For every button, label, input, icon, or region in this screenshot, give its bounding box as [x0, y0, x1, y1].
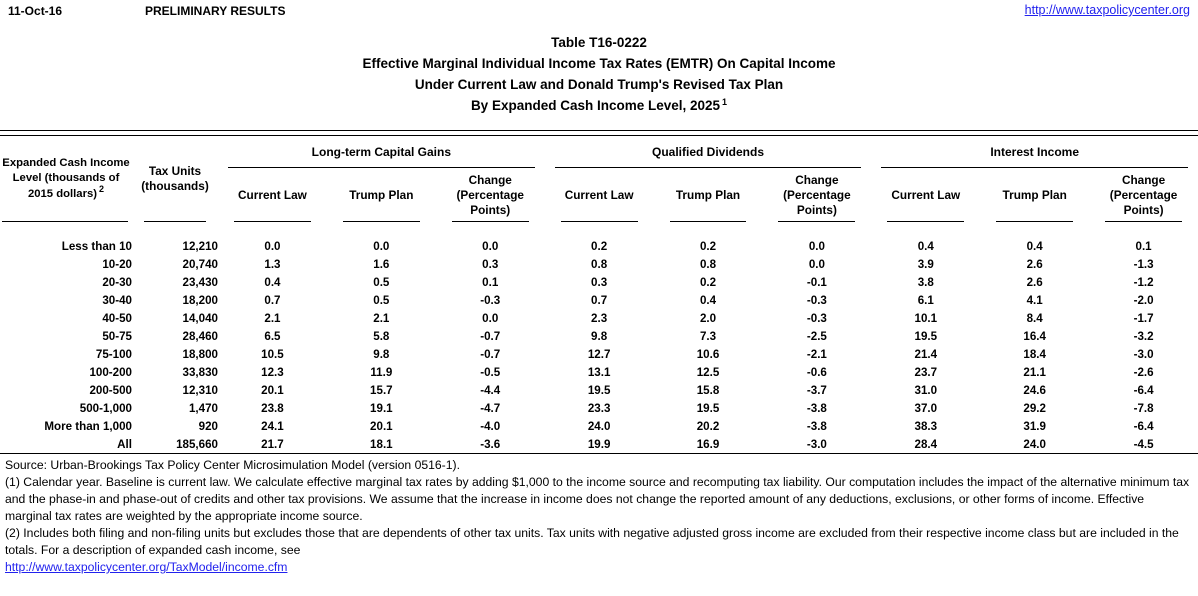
qd-change-cell: -3.0 — [806, 437, 827, 451]
ltcg-change-cell: -3.6 — [480, 437, 501, 451]
qd-current-law-cell: 19.9 — [587, 437, 611, 451]
qd-change-cell: -0.1 — [806, 275, 827, 289]
qd-trump-plan-cell: 0.4 — [699, 293, 717, 307]
group-header-row — [0, 136, 1198, 168]
income-level-column-header: Expanded Cash Income Level (thousands of 2015 dollars) $^2$ — [0, 136, 132, 222]
income-level-cell: 20-30 — [102, 275, 132, 289]
ltcg-change-cell: -4.7 — [480, 401, 501, 415]
ltcg-change-cell: -0.3 — [480, 293, 501, 307]
interest-current-law-cell: 37.0 — [914, 401, 938, 415]
interest-trump-plan-header: Trump Plan — [980, 168, 1089, 222]
table-row — [0, 363, 1198, 381]
qd-current-law-cell: 13.1 — [587, 365, 611, 379]
tax-units-cell: 33,830 — [182, 365, 218, 379]
interest-change-cell: -6.4 — [1133, 383, 1154, 397]
qd-change-cell: 0.0 — [808, 239, 825, 253]
interest-trump-plan-cell: 16.4 — [1023, 329, 1046, 343]
interest-change-cell: -3.2 — [1133, 329, 1154, 343]
interest-current-law-cell: 19.5 — [914, 329, 938, 343]
tax-units-cell: 18,800 — [182, 347, 218, 361]
qd-current-law-cell: 24.0 — [587, 419, 611, 433]
qd-trump-plan-cell: 19.5 — [696, 401, 720, 415]
group-header-long-term-capital-gains: Long-term Capital Gains — [218, 136, 545, 168]
table-row — [0, 255, 1198, 273]
interest-change-cell: 0.1 — [1135, 239, 1152, 253]
ltcg-current-law-cell: 10.5 — [261, 347, 284, 361]
interest-current-law-cell: 23.7 — [914, 365, 938, 379]
income-level-cell: All — [117, 437, 132, 451]
qd-current-law-cell: 2.3 — [591, 311, 608, 325]
table-header — [0, 136, 1198, 222]
ltcg-change-cell: -0.7 — [480, 347, 501, 361]
interest-trump-plan-cell: 21.1 — [1023, 365, 1046, 379]
ltcg-trump-plan-cell: 0.5 — [373, 293, 390, 307]
emtr-table — [0, 136, 1198, 453]
income-level-cell: 75-100 — [95, 347, 132, 361]
interest-trump-plan-cell: 29.2 — [1023, 401, 1046, 415]
ltcg-current-law-cell: 23.8 — [261, 401, 284, 415]
interest-current-law-cell: 38.3 — [914, 419, 938, 433]
tax-units-cell: 185,660 — [176, 437, 218, 451]
ltcg-current-law-cell: 20.1 — [261, 383, 284, 397]
taxpolicycenter-home-link[interactable]: http://www.taxpolicycenter.org — [1024, 3, 1190, 17]
qd-trump-plan-cell: 15.8 — [696, 383, 720, 397]
ltcg-trump-plan-cell: 1.6 — [373, 257, 390, 271]
qd-trump-plan-cell: 10.6 — [696, 347, 720, 361]
title-line-2: Effective Marginal Individual Income Tax Rates (EMTR) On Capital Income — [362, 56, 836, 71]
interest-trump-plan-cell: 8.4 — [1026, 311, 1043, 325]
qd-current-law-cell: 0.8 — [591, 257, 608, 271]
tax-units-cell: 12,210 — [182, 239, 218, 253]
ltcg-current-law-cell: 6.5 — [264, 329, 281, 343]
income-level-cell: 30-40 — [102, 293, 132, 307]
ltcg-current-law-cell: 24.1 — [261, 419, 284, 433]
interest-current-law-cell: 10.1 — [914, 311, 938, 325]
interest-trump-plan-cell: 4.1 — [1026, 293, 1043, 307]
interest-trump-plan-cell: 24.6 — [1023, 383, 1046, 397]
title-line-4: By Expanded Cash Income Level, 2025 $^1$ — [470, 96, 728, 113]
qd-current-law-header: Current Law — [545, 168, 654, 222]
qd-current-law-cell: 0.2 — [591, 239, 608, 253]
ltcg-change-cell: 0.0 — [482, 239, 499, 253]
qd-trump-plan-cell: 0.2 — [699, 275, 717, 289]
ltcg-change-cell: 0.0 — [482, 311, 499, 325]
interest-current-law-cell: 0.4 — [917, 239, 934, 253]
table-row — [0, 381, 1198, 399]
qd-change-cell: -0.6 — [806, 365, 827, 379]
ltcg-current-law-cell: 21.7 — [261, 437, 284, 451]
interest-change-cell: -1.3 — [1133, 257, 1154, 271]
interest-change-cell: -2.6 — [1133, 365, 1154, 379]
qd-change-cell: -0.3 — [806, 311, 827, 325]
qd-current-law-cell: 0.3 — [591, 275, 608, 289]
tax-units-cell: 20,740 — [182, 257, 218, 271]
footnote-1-marker: 1 — [722, 96, 728, 107]
income-level-cell: 200-500 — [89, 383, 132, 397]
qd-change-header: Change (Percentage Points) — [762, 168, 871, 222]
qd-change-cell: -3.7 — [806, 383, 827, 397]
qd-trump-plan-cell: 2.0 — [699, 311, 717, 325]
ltcg-current-law-cell: 0.7 — [264, 293, 281, 307]
qd-change-cell: -2.1 — [806, 347, 827, 361]
qd-trump-plan-cell: 7.3 — [699, 329, 717, 343]
source-note: Source: Urban-Brookings Tax Policy Center Microsimulation Model (version 0516-1). — [5, 458, 460, 472]
table-number: Table T16-0222 — [551, 35, 647, 50]
income-level-cell: 50-75 — [102, 329, 132, 343]
qd-trump-plan-cell: 20.2 — [696, 419, 720, 433]
footnote-2-marker: 2 — [99, 183, 105, 194]
interest-change-cell: -2.0 — [1133, 293, 1154, 307]
qd-change-cell: -2.5 — [806, 329, 827, 343]
ltcg-current-law-cell: 2.1 — [264, 311, 281, 325]
table-row — [0, 417, 1198, 435]
qd-trump-plan-cell: 0.2 — [699, 239, 717, 253]
ltcg-trump-plan-cell: 20.1 — [370, 419, 393, 433]
ltcg-trump-plan-cell: 18.1 — [370, 437, 393, 451]
ltcg-change-cell: -0.7 — [480, 329, 501, 343]
tax-units-cell: 14,040 — [182, 311, 218, 325]
ltcg-trump-plan-cell: 9.8 — [373, 347, 390, 361]
interest-current-law-cell: 6.1 — [917, 293, 934, 307]
table-row — [0, 399, 1198, 417]
footnote-1: (1) Calendar year. Baseline is current law. We calculate effective marginal tax rates by adding $1,000 to the income source and recomputing tax liability. Our computation includes the impact of the alternative minimum tax and the phase-in and phase-out of credits and other tax provisions. We assume that the increase in income does not change the reported amount of any deductions, exclusions, or other forms of income. Effective marginal tax rates are weighted by the appropriate income source. — [5, 475, 1190, 523]
tax-units-cell: 23,430 — [182, 275, 218, 289]
footnotes — [0, 454, 1198, 576]
qd-current-law-cell: 12.7 — [587, 347, 611, 361]
table-body — [0, 222, 1198, 453]
ltcg-change-cell: -4.4 — [480, 383, 501, 397]
top-bar — [0, 0, 1198, 22]
ltcg-trump-plan-cell: 19.1 — [370, 401, 393, 415]
footnote-2: (2) Includes both filing and non-filing units but excludes those that are dependents of other tax units. Tax units with negative adjusted gross income are excluded from their respective income class but are included in the totals. For a description of expanded cash income, see — [5, 526, 1179, 557]
qd-change-cell: -3.8 — [806, 401, 827, 415]
preliminary-results-label: PRELIMINARY RESULTS — [145, 4, 286, 18]
tax-units-cell: 28,460 — [182, 329, 218, 343]
interest-trump-plan-cell: 18.4 — [1023, 347, 1046, 361]
title-line-3: Under Current Law and Donald Trump's Revised Tax Plan — [414, 77, 784, 92]
ltcg-change-cell: -4.0 — [480, 419, 501, 433]
interest-change-cell: -1.7 — [1133, 311, 1154, 325]
ltcg-trump-plan-cell: 0.5 — [373, 275, 390, 289]
group-header-qualified-dividends: Qualified Dividends — [545, 136, 872, 168]
income-level-cell: 40-50 — [102, 311, 132, 325]
interest-current-law-cell: 21.4 — [914, 347, 938, 361]
interest-trump-plan-cell: 24.0 — [1023, 437, 1046, 451]
ltcg-change-header: Change (Percentage Points) — [436, 168, 545, 222]
tax-units-column-header: Tax Units (thousands) — [132, 136, 218, 222]
qd-change-cell: -3.8 — [806, 419, 827, 433]
income-level-cell: 10-20 — [102, 257, 132, 271]
income-level-cell: Less than 10 — [61, 239, 132, 253]
table-row — [0, 309, 1198, 327]
qd-change-cell: -0.3 — [806, 293, 827, 307]
interest-trump-plan-cell: 0.4 — [1026, 239, 1043, 253]
qd-current-law-cell: 9.8 — [591, 329, 608, 343]
ltcg-trump-plan-header: Trump Plan — [327, 168, 436, 222]
income-definition-link[interactable]: http://www.taxpolicycenter.org/TaxModel/income.cfm — [5, 560, 288, 574]
interest-current-law-cell: 31.0 — [914, 383, 938, 397]
ltcg-trump-plan-cell: 2.1 — [373, 311, 390, 325]
ltcg-trump-plan-cell: 0.0 — [373, 239, 390, 253]
interest-change-cell: -3.0 — [1133, 347, 1154, 361]
qd-change-cell: 0.0 — [808, 257, 825, 271]
interest-trump-plan-cell: 2.6 — [1026, 275, 1043, 289]
ltcg-change-cell: -0.5 — [480, 365, 501, 379]
table-row — [0, 327, 1198, 345]
interest-change-header: Change (Percentage Points) — [1089, 168, 1198, 222]
income-level-cell: 500-1,000 — [79, 401, 132, 415]
qd-current-law-cell: 19.5 — [587, 383, 611, 397]
interest-current-law-cell: 28.4 — [914, 437, 938, 451]
table-row — [0, 222, 1198, 255]
tax-units-cell: 920 — [198, 419, 218, 433]
interest-change-cell: -6.4 — [1133, 419, 1154, 433]
interest-change-cell: -7.8 — [1133, 401, 1154, 415]
interest-trump-plan-cell: 2.6 — [1026, 257, 1043, 271]
table-row — [0, 345, 1198, 363]
interest-trump-plan-cell: 31.9 — [1023, 419, 1046, 433]
ltcg-current-law-cell: 1.3 — [264, 257, 281, 271]
qd-trump-plan-cell: 16.9 — [696, 437, 720, 451]
interest-current-law-cell: 3.8 — [917, 275, 934, 289]
ltcg-trump-plan-cell: 5.8 — [373, 329, 390, 343]
interest-change-cell: -4.5 — [1133, 437, 1154, 451]
ltcg-current-law-cell: 0.0 — [264, 239, 281, 253]
ltcg-current-law-cell: 0.4 — [264, 275, 281, 289]
income-level-cell: More than 1,000 — [44, 419, 132, 433]
group-header-interest-income: Interest Income — [871, 136, 1198, 168]
qd-trump-plan-cell: 12.5 — [696, 365, 720, 379]
tax-units-cell: 18,200 — [182, 293, 218, 307]
income-level-cell: 100-200 — [89, 365, 132, 379]
ltcg-change-cell: 0.3 — [482, 257, 499, 271]
ltcg-change-cell: 0.1 — [482, 275, 499, 289]
qd-trump-plan-cell: 0.8 — [699, 257, 717, 271]
ltcg-current-law-cell: 12.3 — [261, 365, 284, 379]
report-date: 11-Oct-16 — [8, 4, 63, 18]
tax-units-cell: 12,310 — [182, 383, 218, 397]
table-row — [0, 435, 1198, 453]
title-block — [0, 32, 1198, 116]
qd-current-law-cell: 0.7 — [591, 293, 608, 307]
ltcg-trump-plan-cell: 15.7 — [370, 383, 393, 397]
qd-current-law-cell: 23.3 — [587, 401, 611, 415]
ltcg-trump-plan-cell: 11.9 — [370, 365, 393, 379]
ltcg-current-law-header: Current Law — [218, 168, 327, 222]
tax-units-cell: 1,470 — [188, 401, 218, 415]
table-row — [0, 273, 1198, 291]
table-row — [0, 291, 1198, 309]
interest-current-law-cell: 3.9 — [917, 257, 934, 271]
interest-change-cell: -1.2 — [1133, 275, 1154, 289]
interest-current-law-header: Current Law — [871, 168, 980, 222]
qd-trump-plan-header: Trump Plan — [654, 168, 763, 222]
